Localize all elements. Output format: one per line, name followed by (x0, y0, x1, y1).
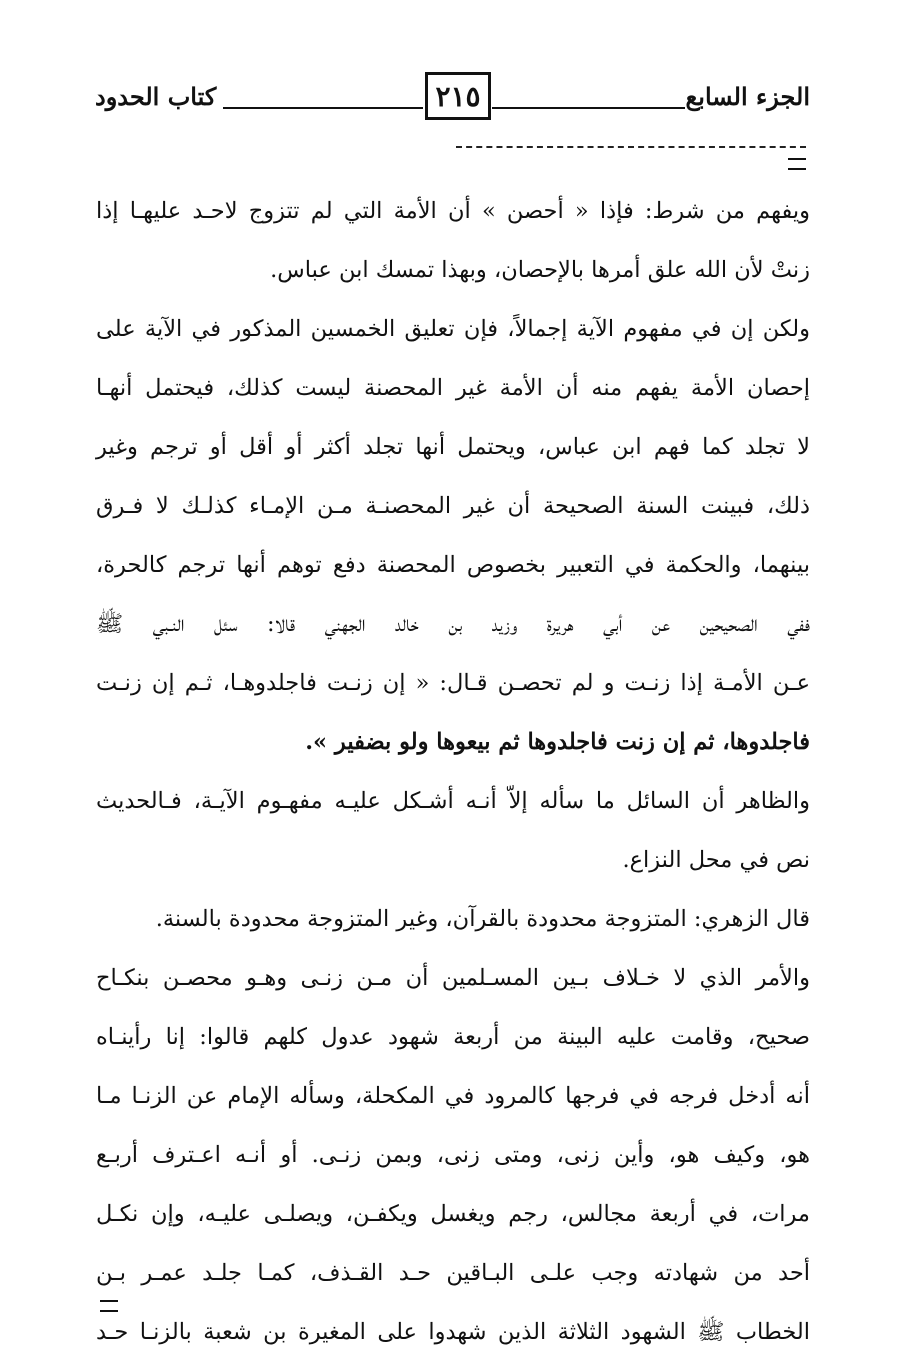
paragraph (96, 890, 810, 949)
page-number: ٢١٥ (435, 79, 481, 113)
section-mark-bottom (100, 1300, 118, 1312)
text-line: أنه أدخل فرجه في فرجها كالمرود في المكحلة، وسأله الإمام عن الزنـا مـا (96, 1083, 810, 1109)
hadith-quote-line: فاجلدوها، ثم إن زنت فاجلدوها ثم بيعوها ولو بضفير ». (305, 729, 810, 755)
text-line: مرات، في أربعة مجالس، رجم ويغسل ويكفـن، ويصلـى عليـه، وإن نكـل (96, 1201, 810, 1227)
text-line: أحد من شهادته وجب علـى البـاقين حـد القـذف، كمـا جلـد عمـر بـن (96, 1260, 810, 1286)
text-line: والظاهر أن السائل ما سأله إلاّ أنـه أشـكل عليـه مفهـوم الآيـة، فـالحديث (96, 788, 810, 814)
text-line: إحصان الأمة يفهم منه أن الأمة غير المحصنة ليست كذلك، فيحتمل أنهـا (96, 375, 810, 401)
text-line: نص في محل النزاع. (622, 847, 810, 873)
body-text (96, 182, 810, 1362)
text-line: بينهما، والحكمة في التعبير بخصوص المحصنة دفع توهم أنها ترجم كالحرة، (96, 552, 810, 578)
paragraph (96, 949, 810, 1362)
header-rule-left (223, 107, 423, 109)
text-line: صحيح، وقامت عليه البينة من أربعة شهود عدول كلهم قالوا: إنا رأينـاه (96, 1024, 810, 1050)
text-line: هو، وكيف هو، وأين زنى، ومتى زنى، وبمن زنـى. أو أنـه اعـترف أربـع (96, 1142, 810, 1168)
part-label: الجزء السابع (685, 82, 810, 111)
text-line: ويفهم من شرط: فإذا « أحصن » أن الأمة التي لم تتزوج لاحـد عليهـا إذا (96, 198, 810, 224)
text-line: ولكن إن في مفهوم الآية إجمالاً، فإن تعليق الخمسين المذكور في الآية على (96, 316, 810, 342)
header-dashed-rule (456, 146, 806, 148)
page-number-box (425, 72, 491, 120)
text-line: لا تجلد كما فهم ابن عباس، ويحتمل أنها تجلد أكثر أو أقل أو ترجم وغير (96, 434, 810, 460)
page-header (95, 72, 810, 128)
text-line: ففي الصحيحين عن أبي هريرة وزيد بن خالد الجهني قالا: سئل النـبي ﷺ (96, 611, 810, 637)
paragraph (96, 300, 810, 772)
text-line: زنتْ لأن الله علق أمرها بالإحصان، وبهذا تمسك ابن عباس. (270, 257, 810, 283)
text-line: الخطاب ﷺ الشهود الثلاثة الذين شهدوا على المغيرة بن شعبة بالزنـا حـد (96, 1319, 810, 1345)
text-line: ذلك، فبينت السنة الصحيحة أن غير المحصنـة مـن الإمـاء كذلـك لا فـرق (96, 493, 810, 519)
header-rule-right (492, 107, 685, 109)
book-label: كتاب الحدود (95, 82, 217, 111)
text-line: قال الزهري: المتزوجة محدودة بالقرآن، وغير المتزوجة محدودة بالسنة. (155, 906, 810, 932)
paragraph (96, 772, 810, 890)
section-mark-top (788, 158, 806, 170)
text-line: عـن الأمـة إذا زنـت و لم تحصـن قـال: « إن زنـت فاجلدوهـا، ثـم إن زنـت (96, 670, 810, 696)
paragraph (96, 182, 810, 300)
text-line: والأمر الذي لا خـلاف بـين المسـلمين أن مـن زنـى وهـو محصـن بنكـاح (96, 965, 810, 991)
